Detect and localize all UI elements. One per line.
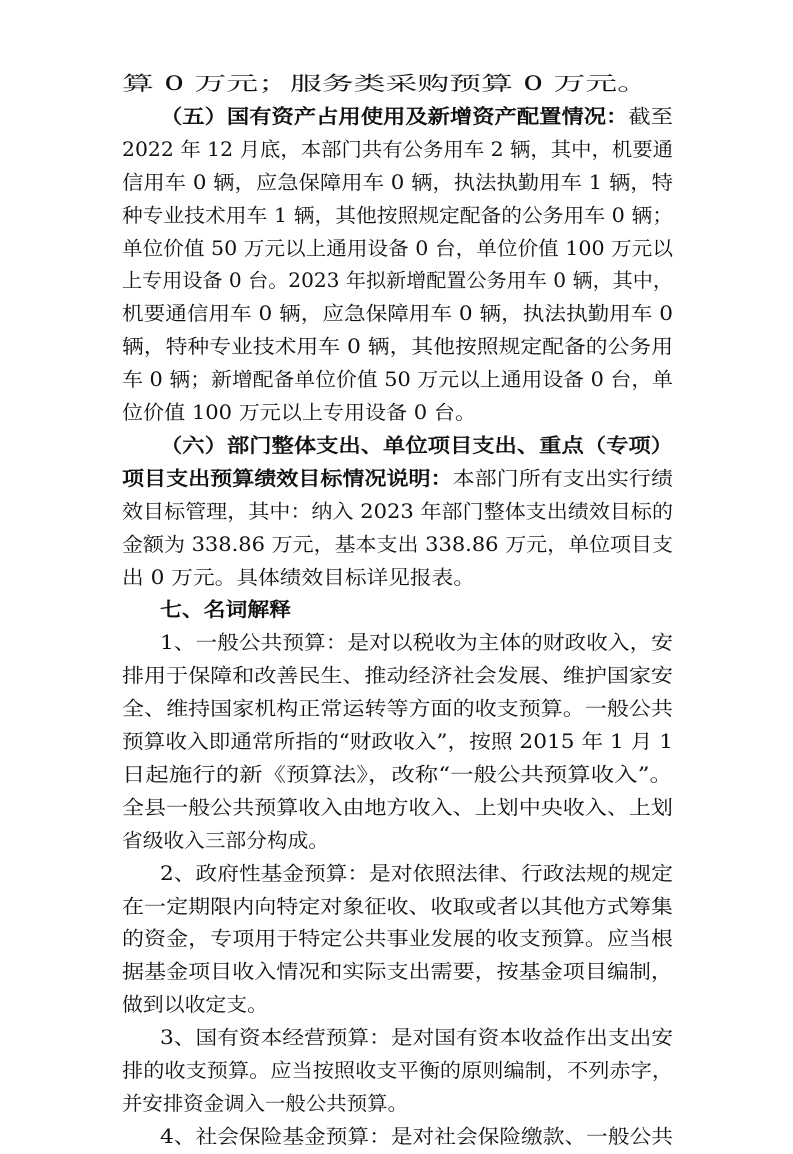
text-segment: 的资金，专项用于特定公共事业发展的收支预算。应当根 bbox=[122, 927, 673, 951]
text-line-content bbox=[122, 495, 673, 529]
text-segment: 机要通信用车 0 辆，应急保障用车 0 辆，执法执勤用车 0 bbox=[122, 302, 674, 326]
text-segment: 并安排资金调入一般公共预算。 bbox=[122, 1091, 409, 1115]
text-segment: 1、一般公共预算：是对以税收为主体的财政收入，安 bbox=[160, 631, 674, 655]
text-line-content bbox=[122, 199, 673, 233]
text-line-content bbox=[122, 791, 673, 825]
text-line bbox=[122, 561, 783, 595]
text-segment: 2、政府性基金预算：是对依照法律、行政法规的规定 bbox=[160, 861, 674, 885]
bold-text-segment: （六）部门整体支出、单位项目支出、重点（专项） bbox=[160, 433, 674, 457]
text-line-content bbox=[122, 659, 673, 693]
text-line bbox=[160, 1021, 783, 1055]
text-segment: 出 0 万元。具体绩效目标详见报表。 bbox=[122, 565, 476, 589]
text-line bbox=[122, 758, 783, 792]
text-line-content bbox=[122, 1087, 408, 1121]
text-segment: 据基金项目收入情况和实际支出需要，按基金项目编制， bbox=[122, 960, 673, 984]
text-segment: 4、社会保险基金预算：是对社会保险缴款、一般公共 bbox=[160, 1124, 674, 1148]
text-segment: 车 0 辆；新增配备单位价值 50 万元以上通用设备 0 台，单 bbox=[122, 368, 674, 392]
text-line bbox=[160, 626, 783, 660]
text-line-content bbox=[160, 100, 673, 134]
text-segment: 排的收支预算。应当按照收支平衡的原则编制，不列赤字， bbox=[122, 1059, 674, 1082]
text-line bbox=[122, 462, 783, 496]
text-segment: 效目标管理，其中：纳入 2023 年部门整体支出绩效目标的 bbox=[122, 499, 674, 523]
text-segment: 做到以收定支。 bbox=[122, 993, 269, 1017]
text-line bbox=[122, 264, 783, 298]
text-segment: 排用于保障和改善民生、推动经济社会发展、维护国家安 bbox=[122, 664, 673, 688]
text-line bbox=[122, 659, 783, 693]
text-line bbox=[122, 297, 783, 331]
text-segment: 信用车 0 辆，应急保障用车 0 辆，执法执勤用车 1 辆，特 bbox=[122, 170, 673, 194]
text-segment: 截至 bbox=[628, 104, 673, 128]
bold-text-segment: 七、名词解释 bbox=[160, 598, 291, 622]
text-segment: 种专业技术用车 1 辆，其他按照规定配备的公务用车 0 辆； bbox=[122, 203, 673, 227]
text-segment: 金额为 338.86 万元，基本支出 338.86 万元，单位项目支 bbox=[122, 532, 673, 556]
text-line bbox=[122, 1054, 783, 1088]
text-line bbox=[122, 692, 783, 726]
text-line-content bbox=[160, 626, 673, 660]
text-line bbox=[122, 166, 783, 200]
text-line-content bbox=[122, 824, 329, 858]
text-line bbox=[122, 199, 783, 233]
text-line-content bbox=[122, 955, 673, 989]
text-segment: 省级收入三部分构成。 bbox=[122, 828, 330, 852]
bold-text-segment: 项目支出预算绩效目标情况说明： bbox=[122, 466, 453, 490]
text-line-content bbox=[160, 1120, 673, 1154]
text-line bbox=[122, 67, 783, 101]
text-line bbox=[122, 1087, 783, 1121]
text-line bbox=[122, 955, 783, 989]
text-line-content bbox=[122, 890, 673, 924]
text-segment: 位价值 100 万元以上专用设备 0 台。 bbox=[122, 401, 476, 424]
text-segment: 上专用设备 0 台。2023 年拟新增配置公务用车 0 辆，其中， bbox=[122, 269, 674, 293]
text-line-content bbox=[122, 264, 673, 298]
text-line-content bbox=[122, 297, 673, 331]
text-segment: 全县一般公共预算收入由地方收入、上划中央收入、上划 bbox=[122, 795, 673, 819]
text-line bbox=[160, 100, 783, 134]
text-line-content bbox=[122, 1054, 673, 1088]
text-line bbox=[160, 857, 783, 891]
text-segment: 预算收入即通常所指的“财政收入”，按照 2015 年 1 月 1 bbox=[122, 730, 674, 753]
text-segment: 辆，特种专业技术用车 0 辆，其他按照规定配备的公务用 bbox=[122, 335, 674, 359]
text-line-content bbox=[122, 988, 268, 1022]
text-line bbox=[122, 725, 783, 759]
text-line-content bbox=[122, 166, 673, 200]
text-segment: 3、国有资本经营预算：是对国有资本收益作出支出安 bbox=[160, 1026, 674, 1050]
text-line bbox=[122, 495, 783, 529]
text-line bbox=[122, 791, 783, 825]
text-line-content bbox=[160, 593, 291, 627]
text-line bbox=[122, 824, 783, 858]
text-line-content bbox=[122, 133, 673, 167]
text-line-content bbox=[160, 429, 673, 463]
text-line-content bbox=[122, 725, 673, 759]
text-line bbox=[122, 396, 783, 430]
text-line bbox=[122, 363, 783, 397]
text-segment: 在一定期限内向特定对象征收、收取或者以其他方式筹集 bbox=[122, 894, 673, 918]
text-segment: 全、维持国家机构正常运转等方面的收支预算。一般公共 bbox=[122, 697, 673, 721]
text-line-content bbox=[122, 758, 673, 792]
text-segment: 单位价值 50 万元以上通用设备 0 台，单位价值 100 万元以 bbox=[122, 236, 674, 260]
text-line-content bbox=[122, 363, 673, 397]
text-line-content bbox=[160, 857, 673, 891]
text-line-content bbox=[160, 1021, 673, 1055]
text-line bbox=[122, 922, 783, 956]
text-line-content bbox=[122, 561, 475, 595]
text-line bbox=[122, 890, 783, 924]
text-line-content bbox=[122, 528, 673, 562]
text-line bbox=[122, 133, 783, 167]
text-line bbox=[160, 429, 783, 463]
text-line-content bbox=[122, 692, 673, 726]
text-line-content bbox=[122, 396, 476, 430]
text-line-content bbox=[122, 462, 673, 496]
text-line bbox=[122, 528, 783, 562]
text-segment: 本部门所有支出实行绩 bbox=[452, 466, 674, 490]
text-line bbox=[122, 232, 783, 266]
text-line bbox=[160, 1120, 783, 1154]
text-line-content bbox=[122, 67, 649, 101]
text-line bbox=[122, 330, 783, 364]
text-segment: 算 0 万元；服务类采购预算 0 万元。 bbox=[122, 72, 650, 95]
text-line-content bbox=[122, 232, 673, 266]
text-line-content bbox=[122, 922, 673, 956]
text-line-content bbox=[122, 330, 673, 364]
text-segment: 2022 年 12 月底，本部门共有公务用车 2 辆，其中，机要通 bbox=[122, 137, 674, 161]
text-line bbox=[160, 593, 783, 627]
text-line bbox=[122, 988, 783, 1022]
text-segment: 日起施行的新《预算法》，改称“一般公共预算收入”。 bbox=[122, 762, 673, 786]
bold-text-segment: （五）国有资产占用使用及新增资产配置情况： bbox=[160, 104, 629, 128]
